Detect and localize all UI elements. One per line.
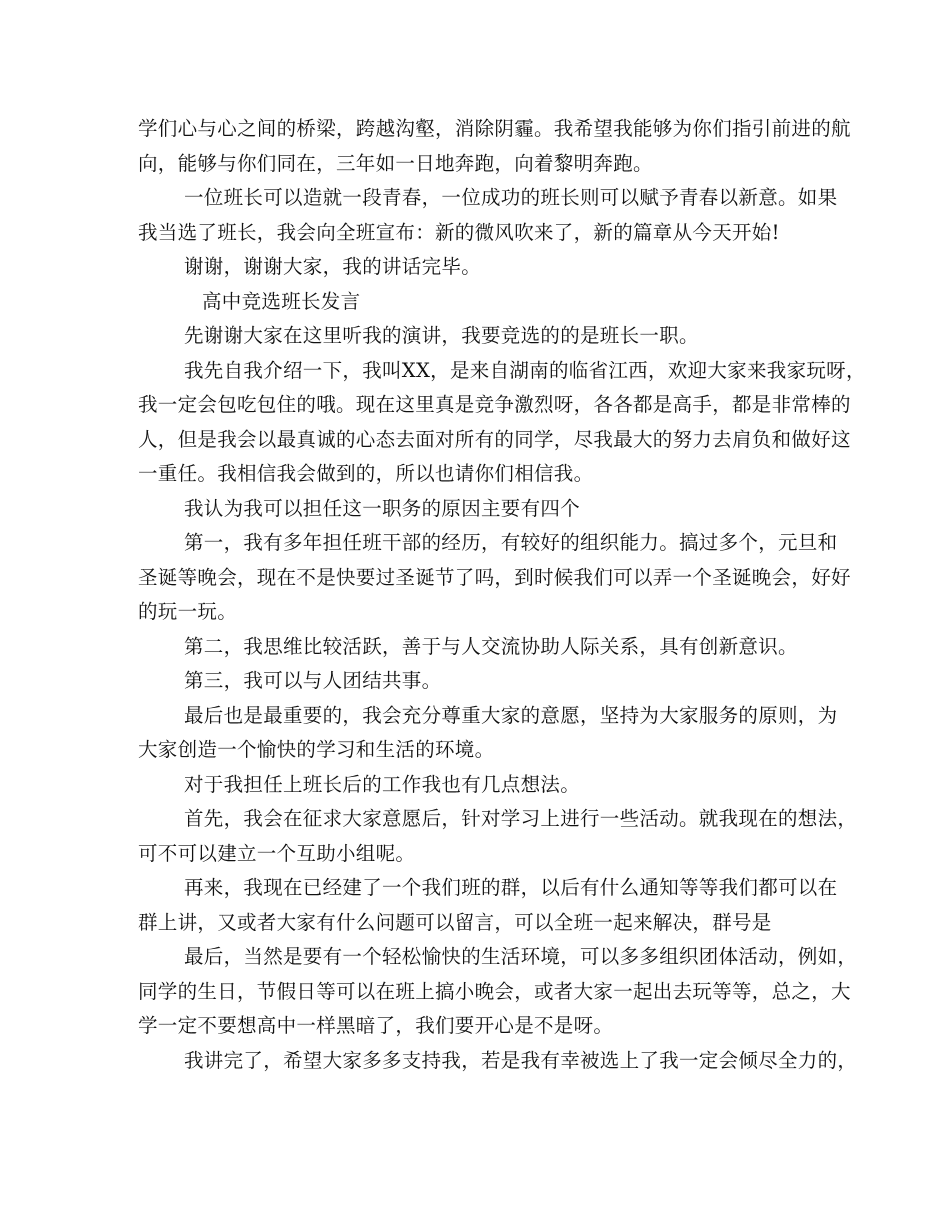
paragraph-start-line: 我认为我可以担任这一职务的原因主要有四个	[184, 496, 581, 520]
paragraph-start-line: 我讲完了，希望大家多多支持我，若是我有幸被选上了我一定会倾尽全力的，	[184, 1048, 858, 1072]
paragraph-start-line: 第二，我思维比较活跃，善于与人交流协助人际关系，具有创新意识。	[184, 634, 798, 658]
paragraph-start-line: 我先自我介绍一下，我叫XX，是来自湖南的临省江西，欢迎大家来我家玩呀，	[184, 358, 866, 382]
text-line: 可不可以建立一个互助小组呢。	[138, 841, 416, 865]
paragraph-start-line: 一位班长可以造就一段青春，一位成功的班长则可以赋予青春以新意。如果	[184, 186, 838, 209]
section-heading: 高中竞选班长发言	[202, 289, 361, 313]
paragraph-start-line: 第一，我有多年担任班干部的经历，有较好的组织能力。搞过多个，元旦和	[184, 531, 838, 554]
paragraph-start-line: 对于我担任上班长后的工作我也有几点想法。	[184, 772, 581, 796]
text-line: 群上讲，又或者大家有什么问题可以留言，可以全班一起来解决，群号是	[138, 910, 772, 934]
paragraph-start-line: 再来，我现在已经建了一个我们班的群，以后有什么通知等等我们都可以在	[184, 876, 838, 899]
document-body	[138, 112, 866, 1078]
paragraph-start-line: 谢谢，谢谢大家，我的讲话完毕。	[184, 255, 482, 278]
text-line: 圣诞等晚会，现在不是快要过圣诞节了吗，到时候我们可以弄一个圣诞晚会，好好	[138, 565, 851, 589]
paragraph-start-line: 最后也是最重要的，我会充分尊重大家的意愿，坚持为大家服务的原则，为	[184, 703, 838, 727]
text-line: 人，但是我会以最真诚的心态去面对所有的同学，尽我最大的努力去肩负和做好这	[138, 427, 851, 451]
text-line: 一重任。我相信我会做到的，所以也请你们相信我。	[138, 462, 594, 485]
paragraph-start-line: 首先，我会在征求大家意愿后，针对学习上进行一些活动。就我现在的想法，	[184, 807, 858, 830]
text-line: 大家创造一个愉快的学习和生活的环境。	[138, 738, 495, 761]
paragraph-start-line: 第三，我可以与人团结共事。	[184, 669, 442, 692]
text-line: 学一定不要想高中一样黑暗了，我们要开心是不是呀。	[138, 1014, 614, 1037]
text-line: 的玩一玩。	[138, 600, 238, 623]
text-line: 同学的生日，节假日等可以在班上搞小晚会，或者大家一起出去玩等等，总之，大	[138, 979, 851, 1003]
paragraph-start-line: 先谢谢大家在这里听我的演讲，我要竞选的的是班长一职。	[184, 324, 699, 347]
paragraph-start-line: 最后，当然是要有一个轻松愉快的生活环境，可以多多组织团体活动，例如，	[184, 945, 858, 968]
text-line: 我当选了班长，我会向全班宣布：新的微风吹来了，新的篇章从今天开始!	[138, 220, 780, 244]
text-line: 学们心与心之间的桥梁，跨越沟壑，消除阴霾。我希望我能够为你们指引前进的航	[138, 117, 851, 140]
text-line: 向，能够与你们同在，三年如一日地奔跑，向着黎明奔跑。	[138, 151, 653, 175]
text-line: 我一定会包吃包住的哦。现在这里真是竞争激烈呀，各各都是高手，都是非常棒的	[138, 393, 851, 416]
